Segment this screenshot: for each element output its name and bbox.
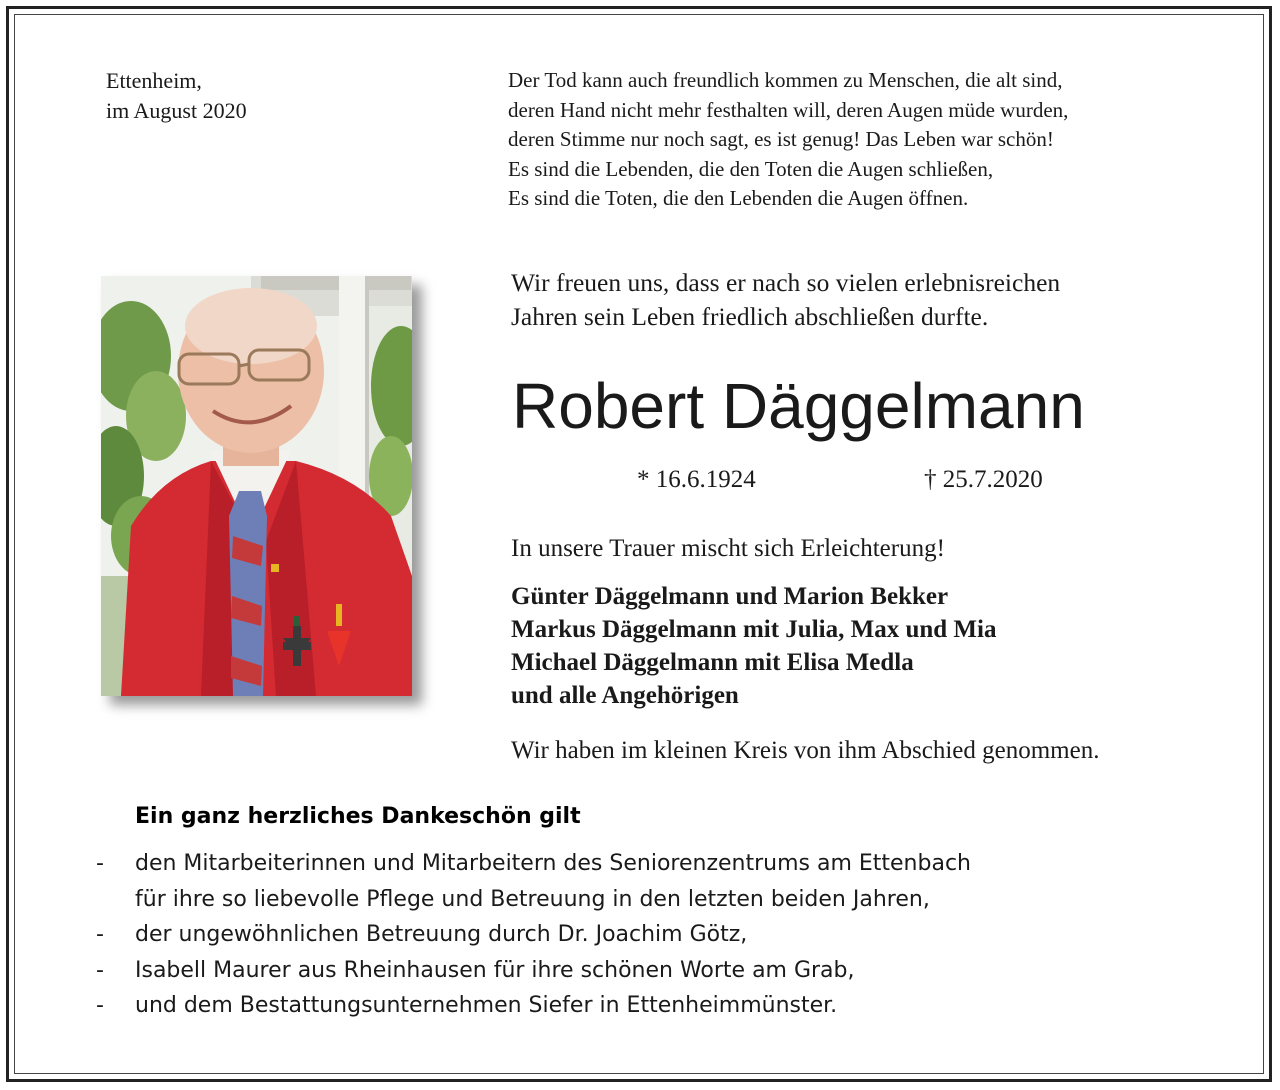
death-date: † 25.7.2020 xyxy=(924,466,1043,493)
list-dash: - xyxy=(96,993,104,1018)
thanks-item-text: der ungewöhnlichen Betreuung durch Dr. Joachim Götz, xyxy=(135,922,748,947)
place-date xyxy=(106,66,247,126)
family-member: und alle Angehörigen xyxy=(511,682,739,709)
farewell-line: Wir haben im kleinen Kreis von ihm Abschied genommen. xyxy=(511,737,1100,764)
thanks-item-text: für ihre so liebevolle Pflege und Betreuung in den letzten beiden Jahren, xyxy=(135,886,930,912)
intro-line: Wir freuen uns, dass er nach so vielen erlebnisreichen xyxy=(511,268,1061,297)
portrait-photo xyxy=(101,276,412,696)
thanks-item xyxy=(0,882,1280,918)
mourning-line: In unsere Trauer mischt sich Erleichterung! xyxy=(511,535,945,562)
thanks-item xyxy=(0,953,1280,989)
list-dash: - xyxy=(96,922,104,947)
poem-line: Es sind die Lebenden, die den Toten die Augen schließen, xyxy=(508,156,994,181)
thanks-item-text: Isabell Maurer aus Rheinhausen für ihre schönen Worte am Grab, xyxy=(135,957,855,983)
thanks-item-text: und dem Bestattungsunternehmen Siefer in Ettenheimmünster. xyxy=(135,993,838,1018)
thanks-item xyxy=(0,846,1280,882)
thanks-title: Ein ganz herzliches Dankeschön gilt xyxy=(135,804,581,829)
poem-line: deren Hand nicht mehr festhalten will, deren Augen müde wurden, xyxy=(508,97,1069,122)
deceased-name: Robert Däggelmann xyxy=(512,370,1085,442)
thanks-list xyxy=(0,846,1280,1024)
intro-line: Jahren sein Leben friedlich abschließen durfte. xyxy=(511,302,989,331)
family-member: Michael Däggelmann mit Elisa Medla xyxy=(511,649,914,676)
list-dash: - xyxy=(96,957,104,983)
poem-line: Der Tod kann auch freundlich kommen zu Menschen, die alt sind, xyxy=(508,68,1063,92)
poem xyxy=(508,66,1068,214)
date-line: im August 2020 xyxy=(106,98,247,123)
thanks-item xyxy=(0,988,1280,1024)
birth-date: * 16.6.1924 xyxy=(637,466,756,493)
intro-text xyxy=(511,266,1060,334)
thanks-item-text: den Mitarbeiterinnen und Mitarbeitern des Seniorenzentrums am Ettenbach xyxy=(135,851,971,876)
thanks-item xyxy=(0,917,1280,953)
poem-line: Es sind die Toten, die den Lebenden die Augen öffnen. xyxy=(508,186,969,210)
family-member: Markus Däggelmann mit Julia, Max und Mia xyxy=(511,616,997,643)
family-member: Günter Däggelmann und Marion Bekker xyxy=(511,583,949,610)
poem-line: deren Stimme nur noch sagt, es ist genug! Das Leben war schön! xyxy=(508,127,1054,151)
place-line: Ettenheim, xyxy=(106,68,202,93)
family-list xyxy=(511,580,996,712)
portrait-illustration xyxy=(101,276,412,696)
list-dash: - xyxy=(96,851,104,876)
